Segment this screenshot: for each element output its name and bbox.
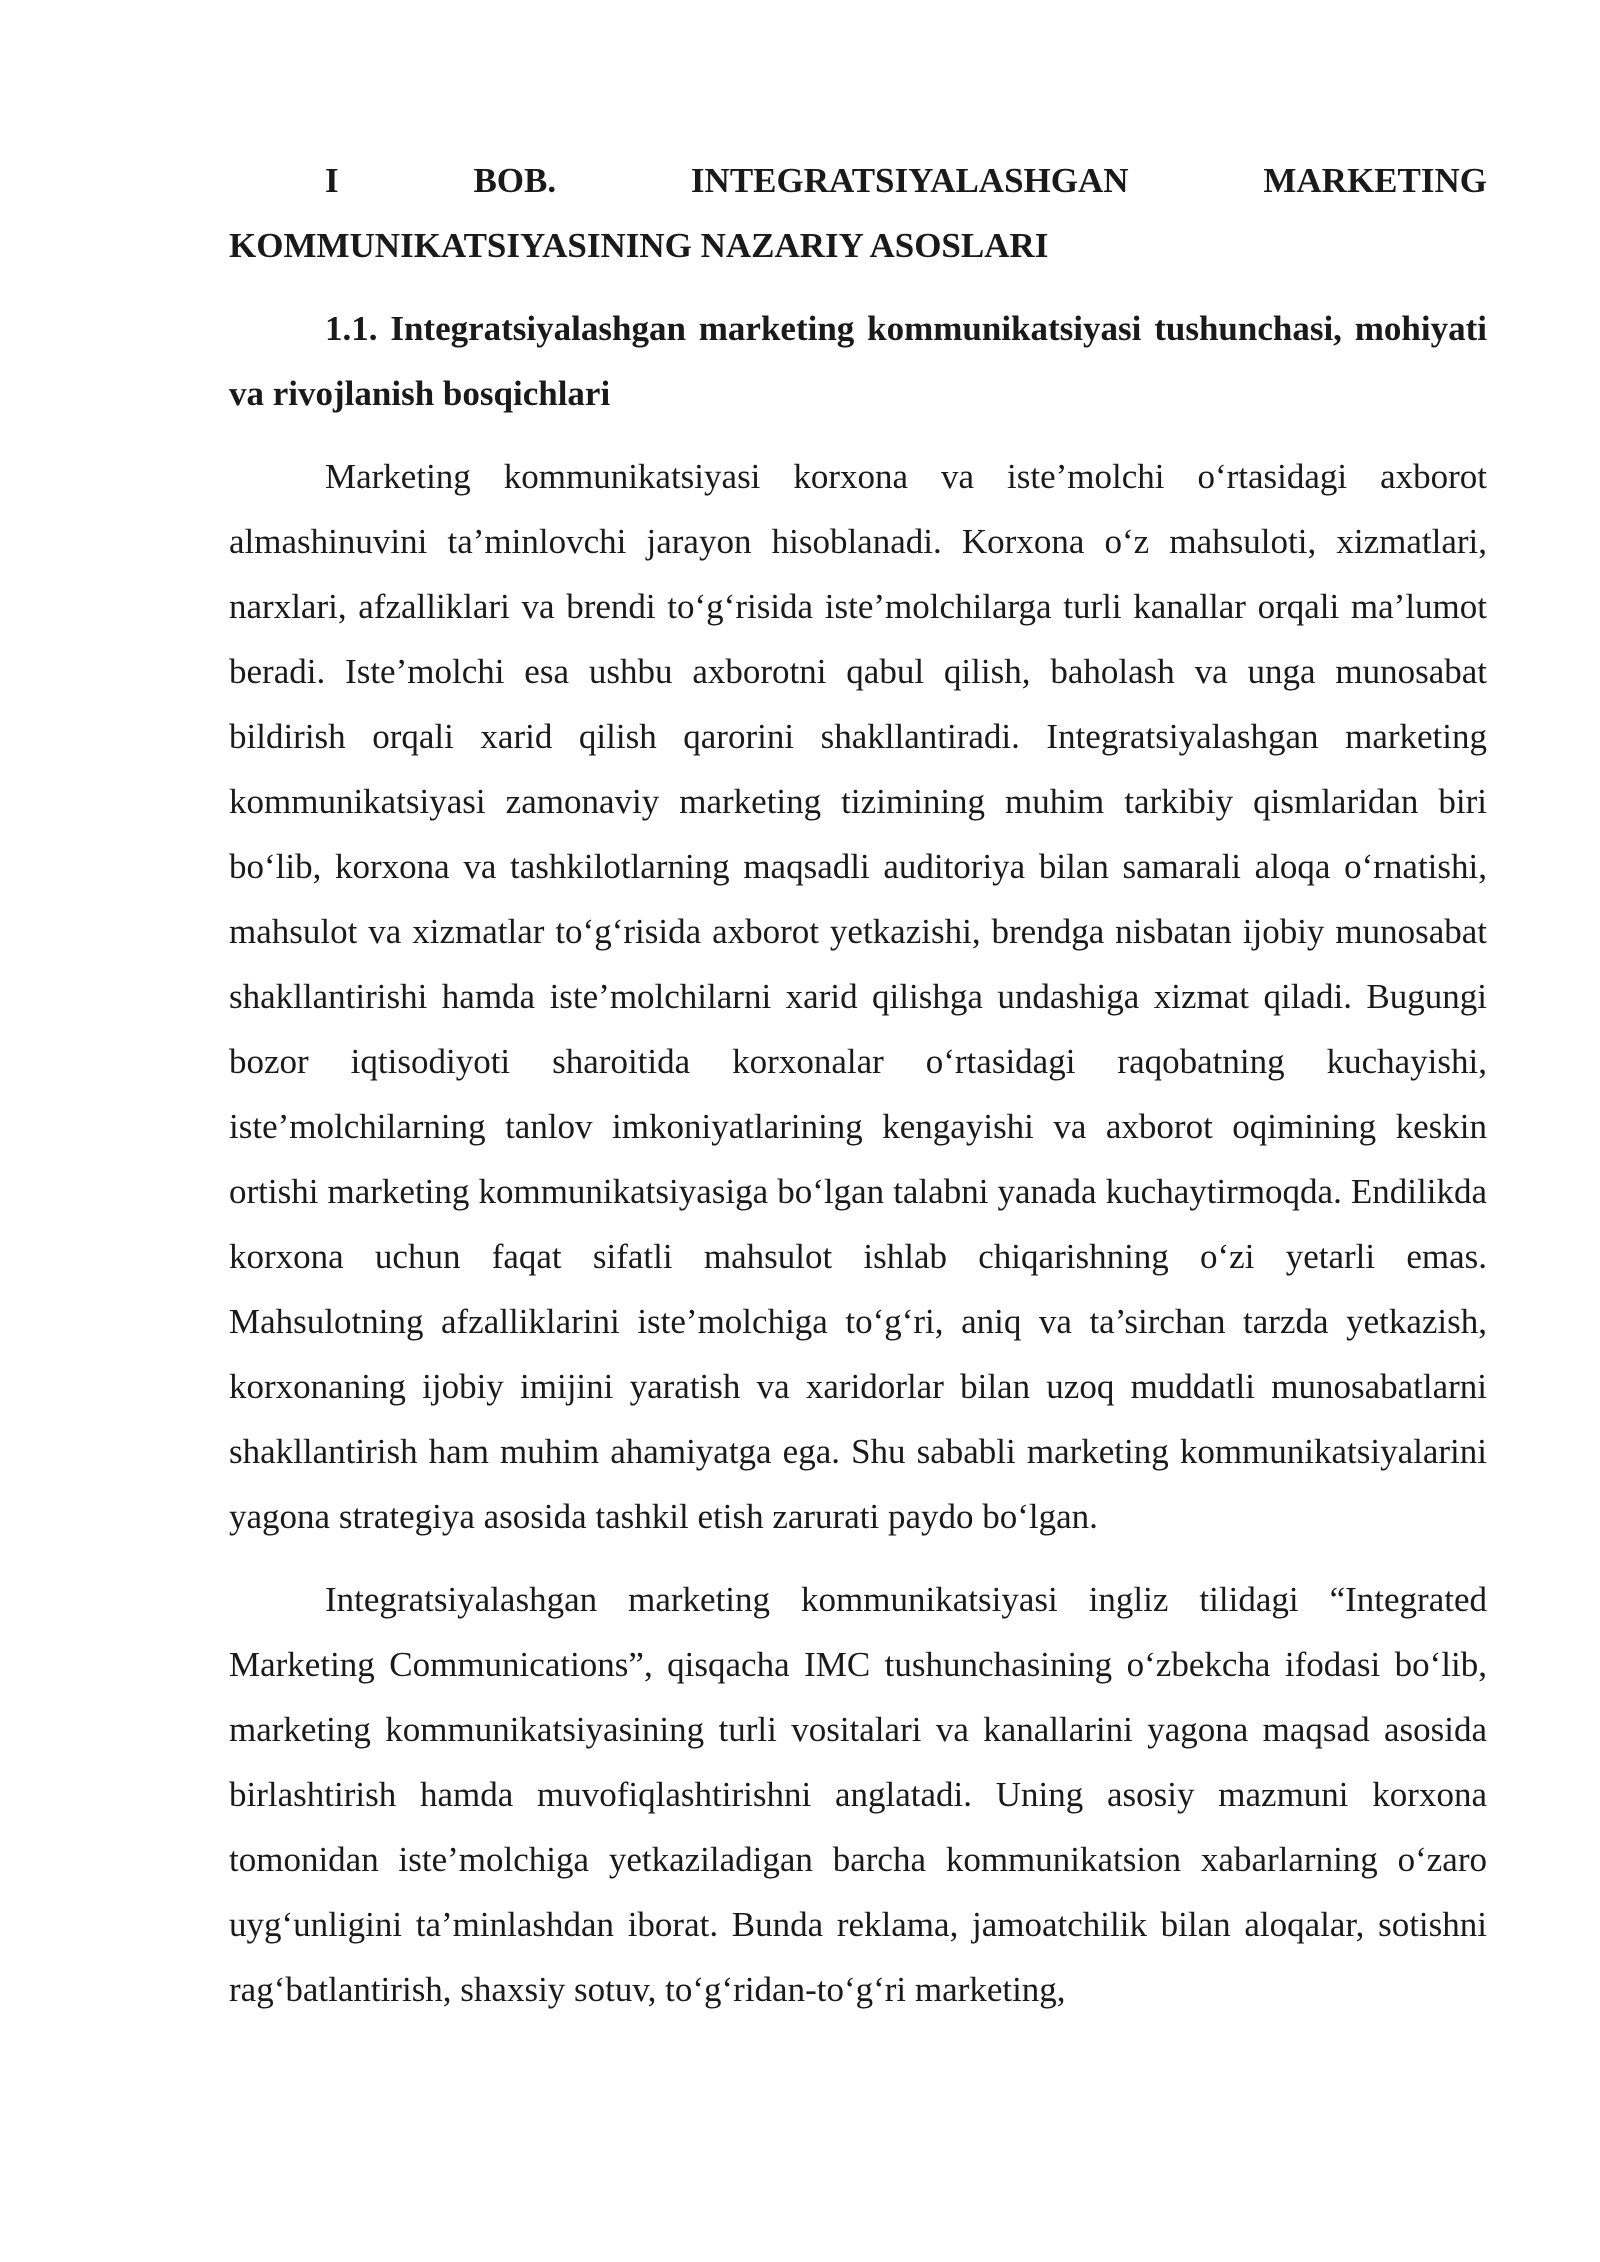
- paragraph-1: Marketing kommunikatsiyasi korxona va iste’molchi oʻrtasidagi axborot almashinuvini ta’minlovchi jarayon hisoblanadi. Korxona oʻz mahsuloti, xizmatlari, narxlari, afzalliklari va brendi toʻgʻrisida iste’molchilarga turli kanallar orqali ma’lumot beradi. Iste’molchi esa ushbu axborotni qabul qilish, baholash va unga munosabat bildirish orqali xarid qilish qarorini shakllantiradi. Integratsiyalashgan marketing kommunikatsiyasi zamonaviy marketing tizimining muhim tarkibiy qismlaridan biri boʻlib, korxona va tashkilotlarning maqsadli auditoriya bilan samarali aloqa oʻrnatishi, mahsulot va xizmatlar toʻgʻrisida axborot yetkazishi, brendga nisbatan ijobiy munosabat shakllantirishi hamda iste’molchilarni xarid qilishga undashiga xizmat qiladi. Bugungi bozor iqtisodiyoti sharoitida korxonalar oʻrtasidagi raqobatning kuchayishi, iste’molchilarning tanlov imkoniyatlarining kengayishi va axborot oqimining keskin ortishi marketing kommunikatsiyasiga boʻlgan talabni yanada kuchaytirmoqda. Endilikda korxona uchun faqat sifatli mahsulot ishlab chiqarishning oʻzi yetarli emas. Mahsulotning afzalliklarini iste’molchiga toʻgʻri, aniq va ta’sirchan tarzda yetkazish, korxonaning ijobiy imijini yaratish va xaridorlar bilan uzoq muddatli munosabatlarni shakllantirish ham muhim ahamiyatga ega. Shu sababli marketing kommunikatsiyalarini yagona strategiya asosida tashkil etish zarurati paydo boʻlgan.: [229, 457, 1487, 1536]
- section-title: 1.1. Integratsiyalashgan marketing kommunikatsiyasi tushunchasi, mohiyati va rivojlanish bosqichlari: [229, 309, 1487, 413]
- chapter-title: I BOB. INTEGRATSIYALASHGAN MARKETING KOMMUNIKATSIYASINING NAZARIY ASOSLARI: [229, 161, 1487, 265]
- document-page: [229, 148, 1487, 2022]
- paragraph-2: Integratsiyalashgan marketing kommunikatsiyasi ingliz tilidagi “Integrated Marketing Communications”, qisqacha IMC tushunchasining oʻzbekcha ifodasi boʻlib, marketing kommunikatsiyasining turli vositalari va kanallarini yagona maqsad asosida birlashtirish hamda muvofiqlashtirishni anglatadi. Uning asosiy mazmuni korxona tomonidan iste’molchiga yetkaziladigan barcha kommunikatsion xabarlarning oʻzaro uygʻunligini ta’minlashdan iborat. Bunda reklama, jamoatchilik bilan aloqalar, sotishni ragʻbatlantirish, shaxsiy sotuv, toʻgʻridan-toʻgʻri marketing,: [229, 1580, 1487, 2009]
